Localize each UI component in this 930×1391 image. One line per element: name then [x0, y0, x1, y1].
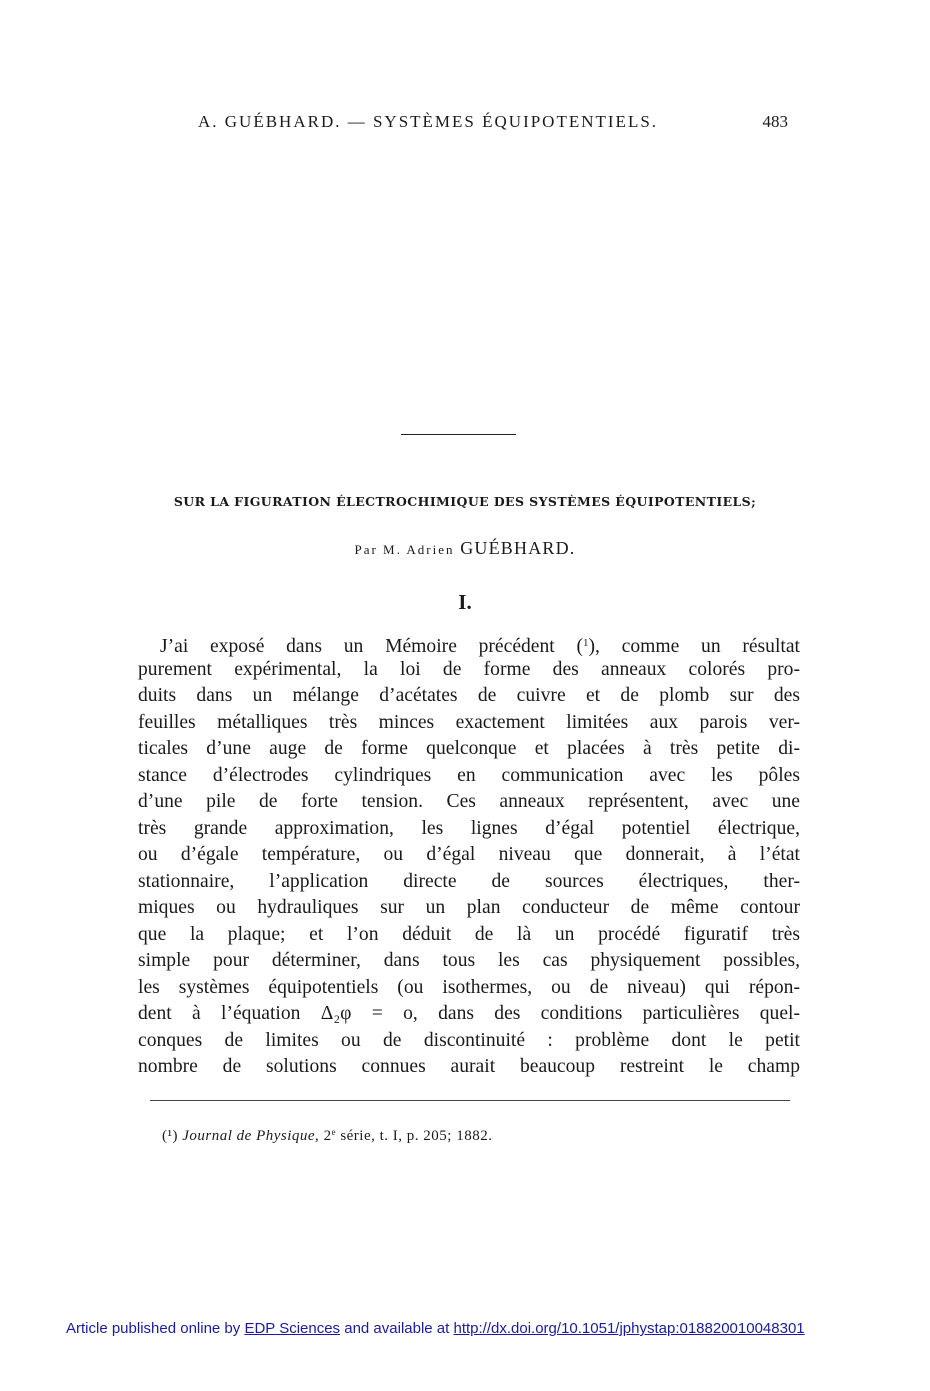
running-head-title: A. GUÉBHARD. — SYSTÈMES ÉQUIPOTENTIELS.	[198, 112, 659, 131]
body-line: conques de limites ou de discontinuité : problème dont le petit	[138, 1029, 800, 1051]
body-line: simple pour déterminer, dans tous les cas physiquement possibles,	[138, 950, 800, 971]
footnote-marker: (¹)	[162, 1128, 178, 1144]
publisher-middle: and available at	[344, 1320, 450, 1337]
footnote-reference: 1	[583, 637, 589, 649]
body-line-text: ), comme un résultat	[588, 636, 801, 657]
publisher-notice	[66, 1320, 926, 1337]
body-line: purement expérimental, la loi de forme des anneaux colorés pro-	[138, 658, 800, 680]
body-line-text: J’ai exposé dans un Mémoire précédent (	[160, 636, 583, 657]
body-line: feuilles métalliques très minces exactement limitées aux parois ver-	[138, 711, 800, 733]
article-title: SUR LA FIGURATION ÉLECTROCHIMIQUE DES SYSTÈMES ÉQUIPOTENTIELS;	[173, 494, 757, 509]
byline-prefix: Par M. Adrien	[354, 542, 455, 557]
body-line: les systèmes équipotentiels (ou isothermes, ou de niveau) qui répon-	[138, 976, 800, 998]
body-line: ticales d’une auge de forme quelconque et placées à très petite di-	[138, 738, 800, 759]
body-line: dent à l’équation Δ₂φ = o, dans des conditions particulières quel-	[138, 1003, 800, 1024]
footnote-journal: Journal de Physique,	[182, 1128, 320, 1144]
body-line: nombre de solutions connues aurait beaucoup restreint le champ	[138, 1056, 800, 1077]
body-line: d’une pile de forte tension. Ces anneaux représentent, avec une	[138, 791, 800, 812]
body-line: stance d’électrodes cylindriques en communication avec les pôles	[138, 764, 800, 786]
body-line: très grande approximation, les lignes d’égal potentiel électrique,	[138, 817, 800, 839]
footnote	[162, 1127, 802, 1145]
publisher-link[interactable]: EDP Sciences	[244, 1320, 341, 1337]
doi-link[interactable]: http://dx.doi.org/10.1051/jphystap:018820010048301	[453, 1320, 805, 1337]
body-line: miques ou hydrauliques sur un plan conducteur de même contour	[138, 897, 800, 918]
body-line: stationnaire, l’application directe de sources électriques, ther-	[138, 870, 800, 892]
byline-author: GUÉBHARD.	[460, 538, 576, 558]
running-head	[198, 112, 788, 136]
body-line	[138, 630, 800, 657]
footnote-citation: série, t. I, p. 205; 1882.	[340, 1128, 493, 1144]
page-number: 483	[762, 112, 788, 131]
body-paragraph	[138, 630, 800, 1081]
section-number: I.	[458, 590, 472, 614]
publisher-prefix: Article published online by	[66, 1320, 241, 1337]
body-line: ou d’égale température, ou d’égal niveau que donnerait, à l’état	[138, 844, 800, 865]
footnote-divider	[150, 1100, 790, 1101]
body-line: que la plaque; et l’on déduit de là un procédé figuratif très	[138, 923, 800, 945]
footnote-series-number: 2	[323, 1128, 332, 1144]
byline	[120, 538, 810, 559]
body-line: duits dans un mélange d’acétates de cuivre et de plomb sur des	[138, 685, 800, 706]
footnote-series-superscript: e	[331, 1127, 337, 1137]
section-divider	[401, 434, 516, 435]
